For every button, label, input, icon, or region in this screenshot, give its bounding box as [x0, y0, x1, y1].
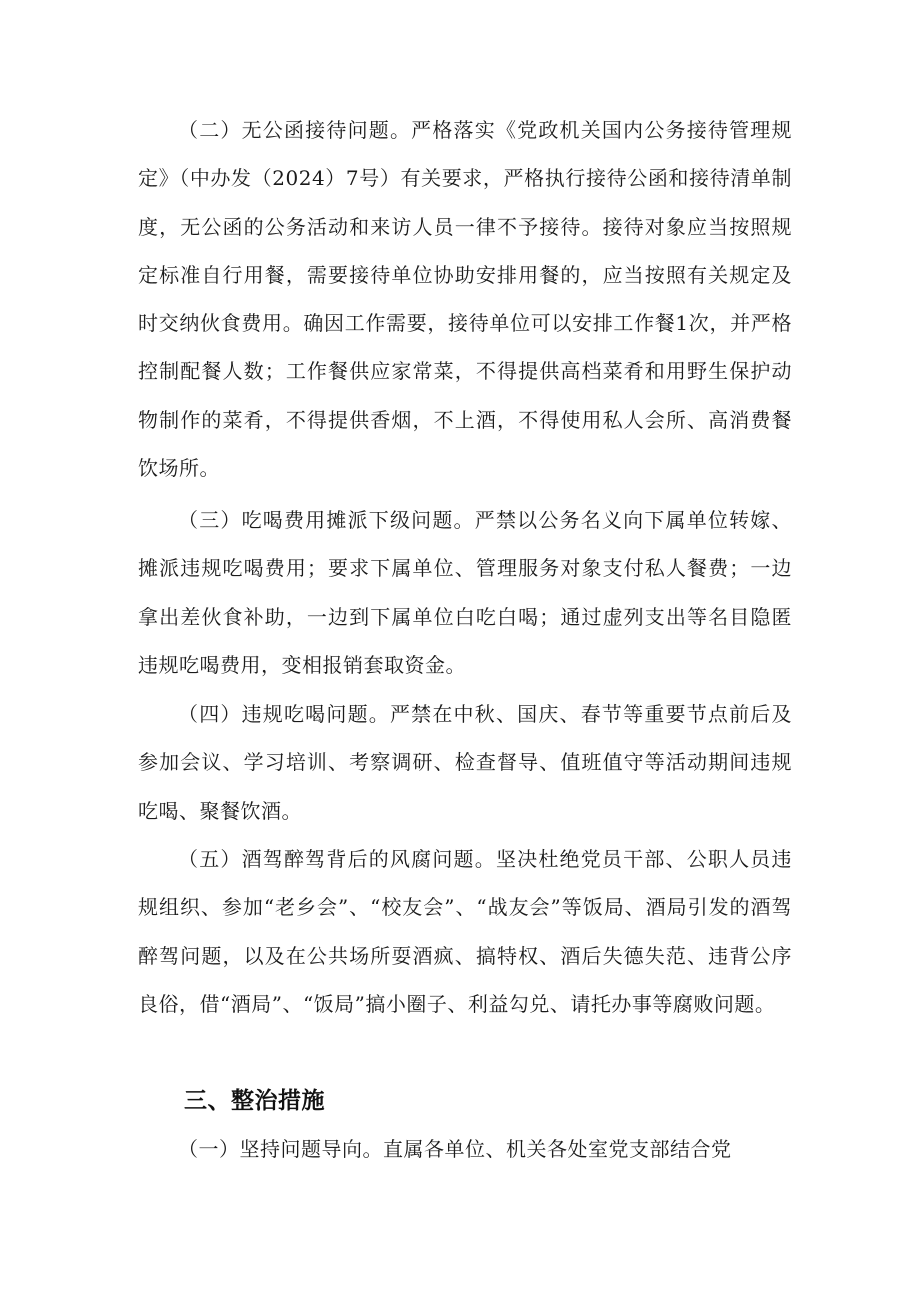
paragraph-problem-oriented: （一）坚持问题导向。直属各单位、机关各处室党支部结合党 — [178, 1137, 732, 1161]
paragraph-drunk-driving-corruption: （五）酒驾醉驾背后的风腐问题。坚决杜绝党员干部、公职人员违规组织、参加“老乡会”、“校友会”、“战友会”等饭局、酒局引发的酒驾醉驾问题，以及在公共场所耍酒疯、搞特权、酒后失德失范、违背公序良俗，借“酒局”、“饭局”搞小圈子、利益勾兑、请托办事等腐败问题。 — [138, 847, 792, 1016]
paragraph-dining-cost-apportionment: （三）吃喝费用摊派下级问题。严禁以公务名义向下属单位转嫁、摊派违规吃喝费用；要求下属单位、管理服务对象支付私人餐费；一边拿出差伙食补助，一边到下属单位白吃白喝；通过虚列支出等名目隐匿违规吃喝费用，变相报销套取资金。 — [138, 508, 792, 677]
paragraph-illegal-dining: （四）违规吃喝问题。严禁在中秋、国庆、春节等重要节点前后及参加会议、学习培训、考察调研、检查督导、值班值守等活动期间违规吃喝、聚餐饮酒。 — [138, 702, 792, 823]
paragraph-no-official-letter-reception: （二）无公函接待问题。严格落实《党政机关国内公务接待管理规定》（中办发（2024）7号）有关要求，严格执行接待公函和接待清单制度，无公函的公务活动和来访人员一律不予接待。接待对象应当按照规定标准自行用餐，需要接待单位协助安排用餐的，应当按照有关规定及时交纳伙食费用。确因工作需要，接待单位可以安排工作餐1次，并严格控制配餐人数；工作餐供应家常菜，不得提供高档菜肴和用野生保护动物制作的菜肴，不得提供香烟，不上酒，不得使用私人会所、高消费餐饮场所。 — [138, 118, 792, 481]
section-heading-rectification-measures: 三、整治措施 — [184, 1088, 325, 1114]
